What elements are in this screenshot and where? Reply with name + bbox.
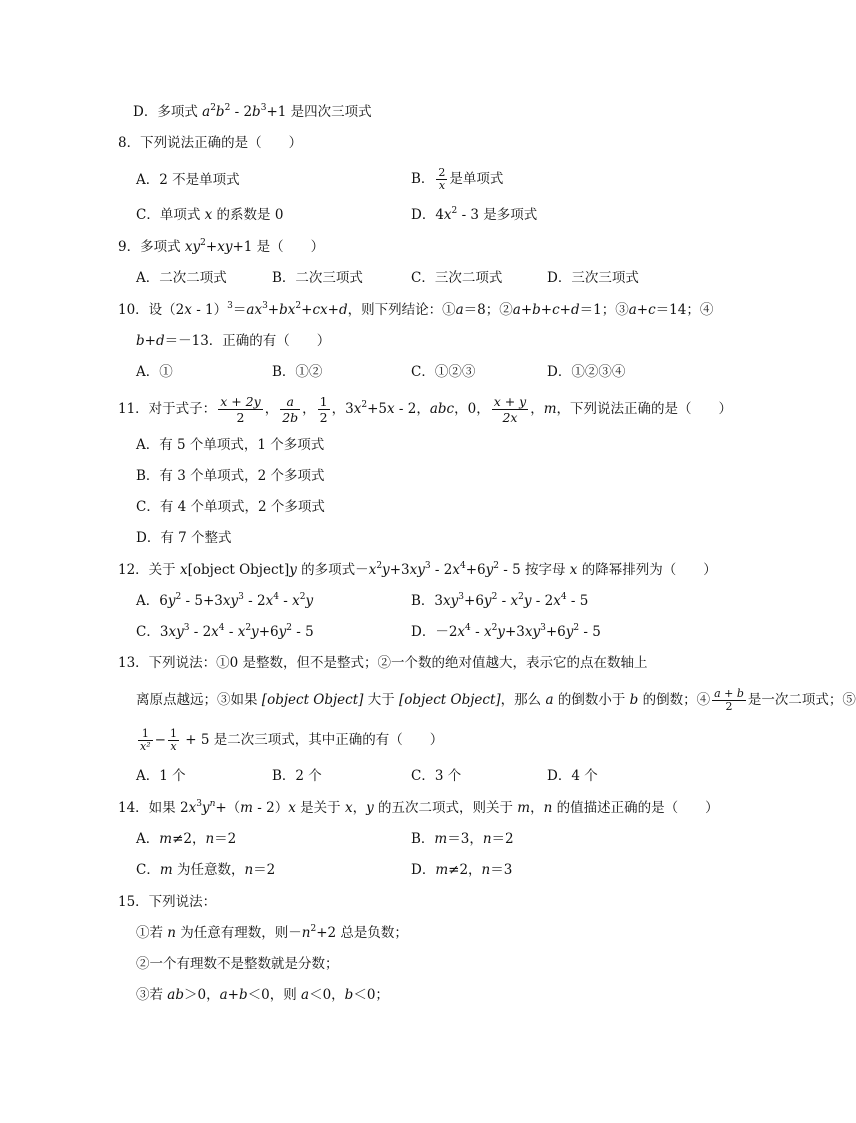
fraction: $\frac{x + y}{2x}$ [493,394,527,425]
q15-item-1: ①若 n 为任意有理数，则$-n^2+2$ 总是负数； [136,924,408,941]
fraction: $\frac{a}{2b}$ [282,394,299,425]
q15-item-3: ③若 ab＞0，a+b＜0，则 a＜0，b＜0； [136,987,389,1003]
q14-stem: 14．如果 $2x^3y^n+(m - 2)x$ 是关于 x，y 的五次二项式，则关于 m，n 的值描述正确的是（ ） [118,799,719,816]
fraction: $\frac{2}{x}$ [438,166,446,192]
q11-option-c: C．有 4 个单项式，2 个多项式 [136,499,325,515]
q8-option-b: B． $\frac{2}{x}$ 是单项式 [411,166,504,192]
q14-option-b: B．m＝3，n＝2 [411,831,514,847]
q14-option-a: A．m≠2，n＝2 [136,831,237,847]
q10-stem-line2: b+d＝－13．正确的有（ ） [136,333,331,349]
q11-option-a: A．有 5 个单项式，1 个多项式 [136,437,325,453]
q14-option-c: C．m 为任意数，n＝2 [136,862,276,878]
q13-stem-line2: 离原点越远；③如果 [object Object] 大于 [object Object]，那么 a 的倒数小于 b 的倒数；④ $\frac{a + b}{2}$ 是一次二项式；⑤ [136,687,856,713]
q12-option-c: C．$3xy^3 - 2x^4 - x^2y+6y^2 - 5$ [136,623,314,640]
q9-option-b: B．二次三项式 [272,270,363,286]
q13-option-c: C．3 个 [411,768,462,784]
fraction: $\frac{1}{\text{x²}}$ [140,727,151,753]
q13-option-d: D．4 个 [547,768,598,784]
q9-option-a: A．二次二项式 [136,270,227,286]
q13-stem-line3: $\frac{1}{\text{x²}}$ − $\frac{1}{x}$ + 5 是二次三项式，其中正确的有（ ） [140,727,444,753]
q13-option-b: B．2 个 [272,768,322,784]
q13-option-a: A．1 个 [136,768,186,784]
q12-option-b: B．$3xy^3+6y^2 - x^2y - 2x^4 - 5$ [411,592,589,609]
q12-stem: 12．关于 x[object Object]y 的多项式$-x^2y+3xy^3 - 2x^4+6y^2 - 5$ 按字母 x 的降幂排列为（ ） [118,561,717,578]
q9-option-c: C．三次二项式 [411,270,503,286]
q15-item-2: ②一个有理数不是整数就是分数； [136,956,339,972]
q11-stem: 11．对于式子： $\frac{x + 2y}{2}$ ， $\frac{a}{2b}$ ， $\frac{1}{2}$ ，$3x^2+5x - 2$，abc，0， $\frac{x + y}{2x}$ ，m，下列说法正确的是（ ） [118,394,733,425]
q8-stem: 8．下列说法正确的是（ ） [118,135,303,151]
q12-option-d: D．$-2x^4 - x^2y+3xy^3+6y^2 - 5$ [411,623,601,640]
q10-option-b: B．①② [272,364,323,380]
q9-stem: 9．多项式 $xy^2+xy+1$ 是（ ） [118,238,325,255]
fraction: $\frac{a + b}{2}$ [714,687,744,713]
q10-option-c: C．①②③ [411,364,476,380]
q13-stem-line1: 13．下列说法：①0 是整数，但不是整式；②一个数的绝对值越大，表示它的点在数轴上 [118,655,648,671]
q9-option-d: D．三次三项式 [547,270,639,286]
q10-stem-line1: 10．设$(2x - 1)^3=ax^3+bx^2+cx+d$，则下列结论：①a＝8；②a+b+c+d＝1；③a+c＝14；④ [118,301,714,318]
fraction: $\frac{1}{2}$ [319,394,328,425]
q12-option-a: A．$6y^2 - 5+3xy^3 - 2x^4 - x^2y$ [136,592,314,609]
q8-option-d: D．$4x^2 - 3$ 是多项式 [411,206,538,223]
q15-stem: 15．下列说法： [118,894,217,910]
fraction: $\frac{x + 2y}{2}$ [220,394,261,425]
q10-option-d: D．①②③④ [547,364,626,380]
q11-option-b: B．有 3 个单项式，2 个多项式 [136,468,325,484]
q14-option-d: D．m≠2，n＝3 [411,862,513,878]
q8-option-c: C．单项式 x 的系数是 0 [136,207,284,223]
fraction: $\frac{1}{x}$ [169,727,177,753]
q11-option-d: D．有 7 个整式 [136,530,232,546]
q7-option-d: D．多项式 $a^2b^2 - 2b^3+1$ 是四次三项式 [133,103,372,120]
q10-option-a: A．① [136,364,173,380]
q8-option-a: A．2 不是单项式 [136,172,240,188]
